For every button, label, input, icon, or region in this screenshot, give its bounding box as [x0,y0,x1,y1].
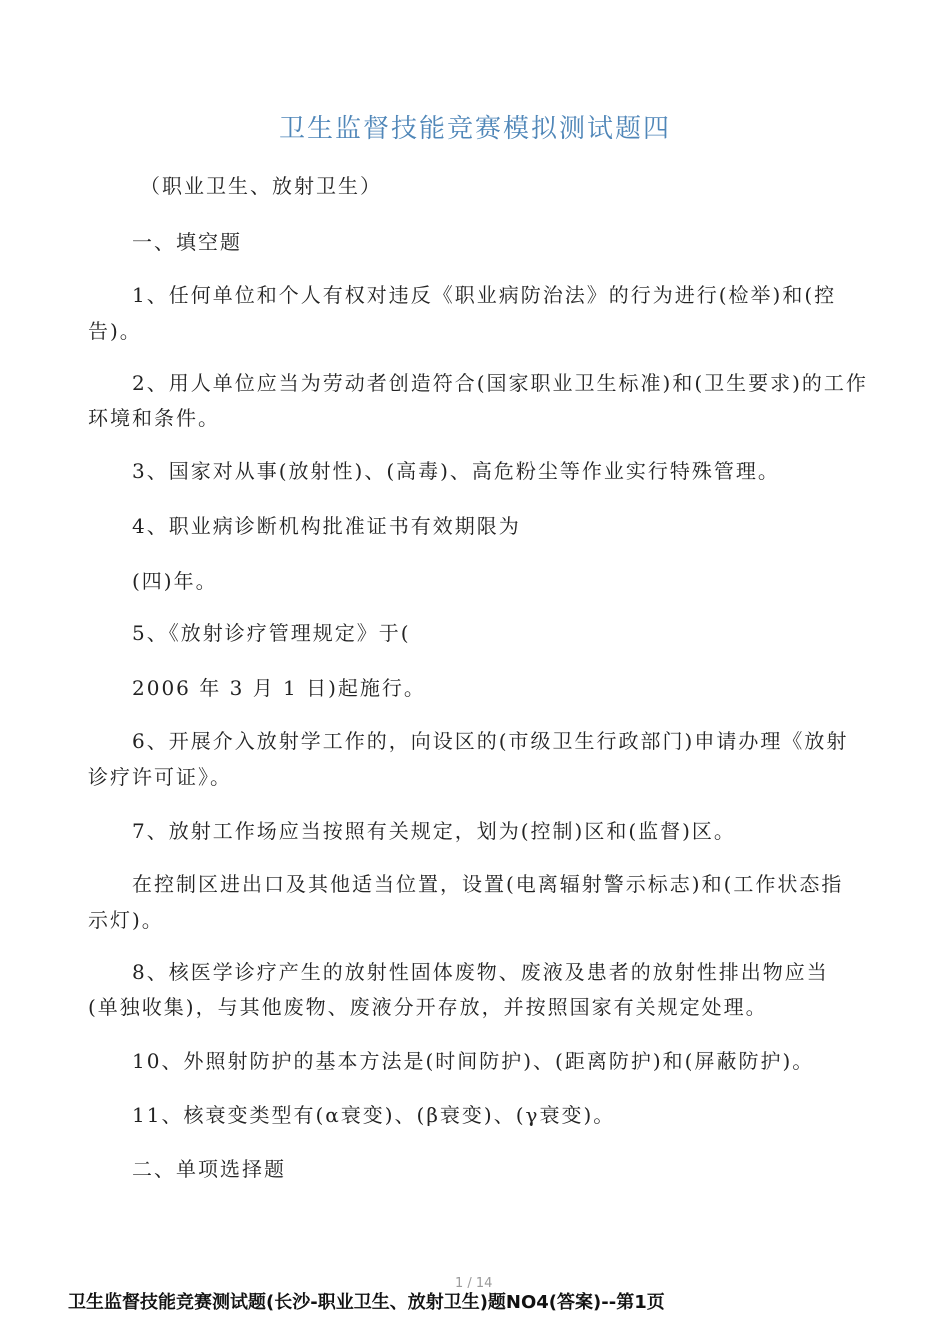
question-8-line-2: (单独收集)，与其他废物、废液分开存放，并按照国家有关规定处理。 [88,995,768,1019]
question-10: 10、外照射防护的基本方法是(时间防护)、(距离防护)和(屏蔽防护)。 [132,1049,815,1073]
footer-caption: 卫生监督技能竞赛测试题(长沙-职业卫生、放射卫生)题NO4(答案)--第1页 [68,1292,665,1313]
question-5-line-1: 5、《放射诊疗管理规定》于( [132,621,411,645]
question-7-continued-line-2: 示灯)。 [88,908,164,932]
question-1-line-2: 告)。 [88,319,142,343]
question-6-line-1: 6、开展介入放射学工作的，向设区的(市级卫生行政部门)申请办理《放射 [132,729,849,753]
question-7: 7、放射工作场应当按照有关规定，划为(控制)区和(监督)区。 [132,819,736,843]
question-7-continued-line-1: 在控制区进出口及其他适当位置，设置(电离辐射警示标志)和(工作状态指 [132,872,844,896]
question-11: 11、核衰变类型有(α衰变)、(β衰变)、(γ衰变)。 [132,1103,616,1127]
question-6-line-2: 诊疗许可证》。 [88,765,232,789]
page-number: 1 / 14 [455,1276,493,1291]
document-title: 卫生监督技能竞赛模拟测试题四 [278,114,671,144]
question-8-line-1: 8、核医学诊疗产生的放射性固体废物、废液及患者的放射性排出物应当 [132,960,829,984]
question-3: 3、国家对从事(放射性)、(高毒)、高危粉尘等作业实行特殊管理。 [132,459,780,483]
question-5-line-2: 2006 年 3 月 1 日)起施行。 [132,676,426,700]
section-heading-single-choice: 二、单项选择题 [132,1157,286,1181]
question-2-line-2: 环境和条件。 [88,406,220,430]
question-2-line-1: 2、用人单位应当为劳动者创造符合(国家职业卫生标准)和(卫生要求)的工作 [132,371,868,395]
subtitle: （职业卫生、放射卫生） [140,174,382,198]
question-1-line-1: 1、任何单位和个人有权对违反《职业病防治法》的行为进行(检举)和(控 [132,283,837,307]
section-heading-fill-blank: 一、填空题 [132,230,242,254]
question-4-line-2: (四)年。 [132,569,218,593]
question-4-line-1: 4、职业病诊断机构批准证书有效期限为 [132,514,521,538]
